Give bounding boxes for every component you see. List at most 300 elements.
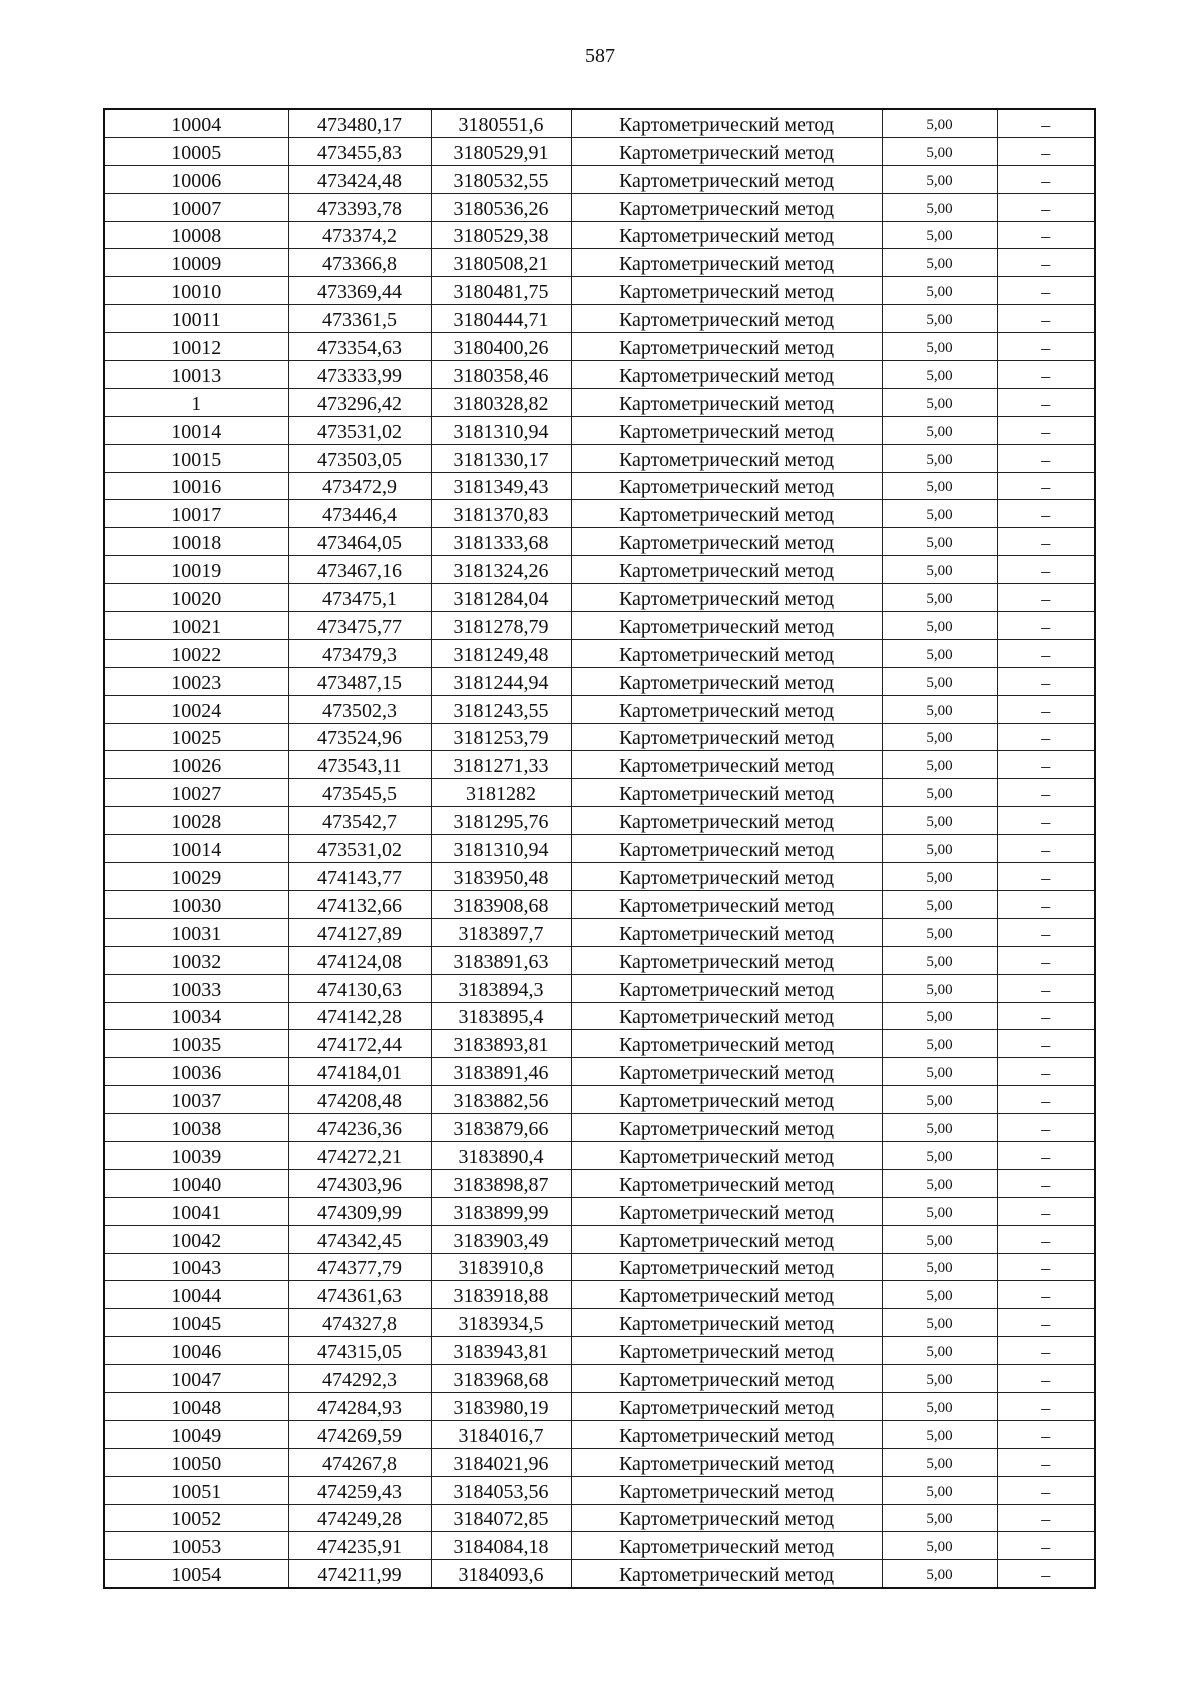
point-number-cell: 10031 [104, 918, 288, 946]
table-row [104, 249, 1095, 277]
dash-cell: – [997, 807, 1095, 835]
y-coordinate-cell: 3181253,79 [431, 723, 571, 751]
method-cell: Картометрический метод [571, 137, 882, 165]
y-coordinate-cell: 3180328,82 [431, 388, 571, 416]
dash-cell: – [997, 835, 1095, 863]
accuracy-cell: 5,00 [882, 1337, 997, 1365]
method-cell: Картометрический метод [571, 556, 882, 584]
accuracy-cell: 5,00 [882, 361, 997, 389]
accuracy-cell: 5,00 [882, 1030, 997, 1058]
y-coordinate-cell: 3181284,04 [431, 584, 571, 612]
dash-cell: – [997, 695, 1095, 723]
accuracy-cell: 5,00 [882, 584, 997, 612]
x-coordinate-cell: 474269,59 [288, 1420, 431, 1448]
point-number-cell: 10019 [104, 556, 288, 584]
y-coordinate-cell: 3181310,94 [431, 835, 571, 863]
x-coordinate-cell: 474303,96 [288, 1169, 431, 1197]
accuracy-cell: 5,00 [882, 612, 997, 640]
point-number-cell: 10045 [104, 1309, 288, 1337]
x-coordinate-cell: 474267,8 [288, 1448, 431, 1476]
table-row [104, 1086, 1095, 1114]
accuracy-cell: 5,00 [882, 277, 997, 305]
y-coordinate-cell: 3183894,3 [431, 974, 571, 1002]
point-number-cell: 10008 [104, 221, 288, 249]
x-coordinate-cell: 474377,79 [288, 1253, 431, 1281]
point-number-cell: 10036 [104, 1058, 288, 1086]
point-number-cell: 10032 [104, 946, 288, 974]
x-coordinate-cell: 474208,48 [288, 1086, 431, 1114]
dash-cell: – [997, 277, 1095, 305]
point-number-cell: 10030 [104, 890, 288, 918]
y-coordinate-cell: 3181349,43 [431, 472, 571, 500]
dash-cell: – [997, 444, 1095, 472]
accuracy-cell: 5,00 [882, 249, 997, 277]
y-coordinate-cell: 3183918,88 [431, 1281, 571, 1309]
method-cell: Картометрический метод [571, 863, 882, 891]
method-cell: Картометрический метод [571, 221, 882, 249]
point-number-cell: 10020 [104, 584, 288, 612]
point-number-cell: 10044 [104, 1281, 288, 1309]
accuracy-cell: 5,00 [882, 639, 997, 667]
x-coordinate-cell: 474292,3 [288, 1365, 431, 1393]
accuracy-cell: 5,00 [882, 1532, 997, 1560]
point-number-cell: 10051 [104, 1476, 288, 1504]
point-number-cell: 10022 [104, 639, 288, 667]
x-coordinate-cell: 474127,89 [288, 918, 431, 946]
table-row [104, 835, 1095, 863]
accuracy-cell: 5,00 [882, 556, 997, 584]
dash-cell: – [997, 1420, 1095, 1448]
x-coordinate-cell: 474142,28 [288, 1002, 431, 1030]
table-row [104, 1030, 1095, 1058]
method-cell: Картометрический метод [571, 193, 882, 221]
y-coordinate-cell: 3180508,21 [431, 249, 571, 277]
method-cell: Картометрический метод [571, 500, 882, 528]
point-number-cell: 10018 [104, 528, 288, 556]
y-coordinate-cell: 3183943,81 [431, 1337, 571, 1365]
point-number-cell: 10005 [104, 137, 288, 165]
accuracy-cell: 5,00 [882, 1114, 997, 1142]
x-coordinate-cell: 474172,44 [288, 1030, 431, 1058]
table-row [104, 1225, 1095, 1253]
table-row [104, 277, 1095, 305]
table-row [104, 1002, 1095, 1030]
table-row [104, 863, 1095, 891]
point-number-cell: 10028 [104, 807, 288, 835]
point-number-cell: 10050 [104, 1448, 288, 1476]
y-coordinate-cell: 3183890,4 [431, 1141, 571, 1169]
accuracy-cell: 5,00 [882, 1141, 997, 1169]
dash-cell: – [997, 974, 1095, 1002]
table-row [104, 444, 1095, 472]
y-coordinate-cell: 3180536,26 [431, 193, 571, 221]
table-row [104, 1281, 1095, 1309]
table-row [104, 416, 1095, 444]
dash-cell: – [997, 500, 1095, 528]
table-row [104, 193, 1095, 221]
table-row [104, 472, 1095, 500]
point-number-cell: 10006 [104, 165, 288, 193]
method-cell: Картометрический метод [571, 667, 882, 695]
table-row [104, 333, 1095, 361]
coordinates-table-body [104, 109, 1095, 1588]
x-coordinate-cell: 473479,3 [288, 639, 431, 667]
method-cell: Картометрический метод [571, 333, 882, 361]
dash-cell: – [997, 137, 1095, 165]
dash-cell: – [997, 1141, 1095, 1169]
accuracy-cell: 5,00 [882, 416, 997, 444]
dash-cell: – [997, 1476, 1095, 1504]
method-cell: Картометрический метод [571, 1030, 882, 1058]
point-number-cell: 10053 [104, 1532, 288, 1560]
accuracy-cell: 5,00 [882, 1560, 997, 1588]
method-cell: Картометрический метод [571, 751, 882, 779]
method-cell: Картометрический метод [571, 723, 882, 751]
y-coordinate-cell: 3180529,91 [431, 137, 571, 165]
y-coordinate-cell: 3184053,56 [431, 1476, 571, 1504]
accuracy-cell: 5,00 [882, 1420, 997, 1448]
dash-cell: – [997, 249, 1095, 277]
y-coordinate-cell: 3181271,33 [431, 751, 571, 779]
x-coordinate-cell: 474124,08 [288, 946, 431, 974]
x-coordinate-cell: 473503,05 [288, 444, 431, 472]
dash-cell: – [997, 1309, 1095, 1337]
accuracy-cell: 5,00 [882, 305, 997, 333]
dash-cell: – [997, 1532, 1095, 1560]
point-number-cell: 10021 [104, 612, 288, 640]
table-row [104, 221, 1095, 249]
y-coordinate-cell: 3184021,96 [431, 1448, 571, 1476]
table-row [104, 1420, 1095, 1448]
accuracy-cell: 5,00 [882, 472, 997, 500]
accuracy-cell: 5,00 [882, 500, 997, 528]
point-number-cell: 10007 [104, 193, 288, 221]
accuracy-cell: 5,00 [882, 221, 997, 249]
x-coordinate-cell: 473472,9 [288, 472, 431, 500]
accuracy-cell: 5,00 [882, 723, 997, 751]
accuracy-cell: 5,00 [882, 863, 997, 891]
method-cell: Картометрический метод [571, 974, 882, 1002]
accuracy-cell: 5,00 [882, 779, 997, 807]
method-cell: Картометрический метод [571, 1114, 882, 1142]
dash-cell: – [997, 305, 1095, 333]
y-coordinate-cell: 3181310,94 [431, 416, 571, 444]
table-row [104, 137, 1095, 165]
dash-cell: – [997, 946, 1095, 974]
point-number-cell: 10014 [104, 416, 288, 444]
x-coordinate-cell: 474249,28 [288, 1504, 431, 1532]
x-coordinate-cell: 473296,42 [288, 388, 431, 416]
table-row [104, 584, 1095, 612]
table-row [104, 1337, 1095, 1365]
dash-cell: – [997, 1392, 1095, 1420]
x-coordinate-cell: 474130,63 [288, 974, 431, 1002]
dash-cell: – [997, 556, 1095, 584]
y-coordinate-cell: 3183895,4 [431, 1002, 571, 1030]
y-coordinate-cell: 3183891,46 [431, 1058, 571, 1086]
table-row [104, 388, 1095, 416]
method-cell: Картометрический метод [571, 1365, 882, 1393]
dash-cell: – [997, 221, 1095, 249]
accuracy-cell: 5,00 [882, 918, 997, 946]
dash-cell: – [997, 667, 1095, 695]
y-coordinate-cell: 3183968,68 [431, 1365, 571, 1393]
point-number-cell: 10027 [104, 779, 288, 807]
table-row [104, 1448, 1095, 1476]
dash-cell: – [997, 918, 1095, 946]
dash-cell: – [997, 1504, 1095, 1532]
method-cell: Картометрический метод [571, 388, 882, 416]
table-row [104, 305, 1095, 333]
y-coordinate-cell: 3183891,63 [431, 946, 571, 974]
x-coordinate-cell: 473455,83 [288, 137, 431, 165]
x-coordinate-cell: 473369,44 [288, 277, 431, 305]
y-coordinate-cell: 3184016,7 [431, 1420, 571, 1448]
x-coordinate-cell: 473393,78 [288, 193, 431, 221]
method-cell: Картометрический метод [571, 1253, 882, 1281]
y-coordinate-cell: 3181370,83 [431, 500, 571, 528]
table-row [104, 528, 1095, 556]
table-row [104, 1197, 1095, 1225]
y-coordinate-cell: 3183950,48 [431, 863, 571, 891]
method-cell: Картометрический метод [571, 918, 882, 946]
point-number-cell: 10052 [104, 1504, 288, 1532]
accuracy-cell: 5,00 [882, 1253, 997, 1281]
table-row [104, 695, 1095, 723]
table-row [104, 639, 1095, 667]
accuracy-cell: 5,00 [882, 528, 997, 556]
table-row [104, 361, 1095, 389]
point-number-cell: 10010 [104, 277, 288, 305]
dash-cell: – [997, 1448, 1095, 1476]
method-cell: Картометрический метод [571, 109, 882, 137]
coordinates-table [103, 108, 1096, 1589]
method-cell: Картометрический метод [571, 946, 882, 974]
accuracy-cell: 5,00 [882, 137, 997, 165]
accuracy-cell: 5,00 [882, 1058, 997, 1086]
accuracy-cell: 5,00 [882, 695, 997, 723]
method-cell: Картометрический метод [571, 584, 882, 612]
dash-cell: – [997, 639, 1095, 667]
accuracy-cell: 5,00 [882, 974, 997, 1002]
dash-cell: – [997, 1281, 1095, 1309]
accuracy-cell: 5,00 [882, 1504, 997, 1532]
y-coordinate-cell: 3181282 [431, 779, 571, 807]
point-number-cell: 10009 [104, 249, 288, 277]
table-row [104, 165, 1095, 193]
method-cell: Картометрический метод [571, 1058, 882, 1086]
x-coordinate-cell: 473475,1 [288, 584, 431, 612]
table-row [104, 667, 1095, 695]
accuracy-cell: 5,00 [882, 1169, 997, 1197]
method-cell: Картометрический метод [571, 361, 882, 389]
dash-cell: – [997, 1086, 1095, 1114]
y-coordinate-cell: 3183893,81 [431, 1030, 571, 1058]
dash-cell: – [997, 751, 1095, 779]
method-cell: Картометрический метод [571, 444, 882, 472]
dash-cell: – [997, 1560, 1095, 1588]
dash-cell: – [997, 863, 1095, 891]
x-coordinate-cell: 474211,99 [288, 1560, 431, 1588]
accuracy-cell: 5,00 [882, 1002, 997, 1030]
method-cell: Картометрический метод [571, 779, 882, 807]
point-number-cell: 10047 [104, 1365, 288, 1393]
point-number-cell: 10054 [104, 1560, 288, 1588]
x-coordinate-cell: 473475,77 [288, 612, 431, 640]
table-row [104, 1504, 1095, 1532]
table-row [104, 779, 1095, 807]
method-cell: Картометрический метод [571, 835, 882, 863]
x-coordinate-cell: 473531,02 [288, 835, 431, 863]
dash-cell: – [997, 416, 1095, 444]
method-cell: Картометрический метод [571, 1002, 882, 1030]
y-coordinate-cell: 3184084,18 [431, 1532, 571, 1560]
table-row [104, 1560, 1095, 1588]
method-cell: Картометрический метод [571, 165, 882, 193]
table-row [104, 918, 1095, 946]
x-coordinate-cell: 474235,91 [288, 1532, 431, 1560]
accuracy-cell: 5,00 [882, 946, 997, 974]
method-cell: Картометрический метод [571, 807, 882, 835]
point-number-cell: 10035 [104, 1030, 288, 1058]
accuracy-cell: 5,00 [882, 1086, 997, 1114]
dash-cell: – [997, 1169, 1095, 1197]
accuracy-cell: 5,00 [882, 333, 997, 361]
x-coordinate-cell: 473464,05 [288, 528, 431, 556]
y-coordinate-cell: 3181243,55 [431, 695, 571, 723]
y-coordinate-cell: 3183897,7 [431, 918, 571, 946]
x-coordinate-cell: 474143,77 [288, 863, 431, 891]
point-number-cell: 10012 [104, 333, 288, 361]
dash-cell: – [997, 1058, 1095, 1086]
y-coordinate-cell: 3183934,5 [431, 1309, 571, 1337]
method-cell: Картометрический метод [571, 890, 882, 918]
x-coordinate-cell: 473446,4 [288, 500, 431, 528]
dash-cell: – [997, 1030, 1095, 1058]
point-number-cell: 10017 [104, 500, 288, 528]
accuracy-cell: 5,00 [882, 1476, 997, 1504]
point-number-cell: 10016 [104, 472, 288, 500]
dash-cell: – [997, 1365, 1095, 1393]
y-coordinate-cell: 3180358,46 [431, 361, 571, 389]
point-number-cell: 10015 [104, 444, 288, 472]
accuracy-cell: 5,00 [882, 444, 997, 472]
method-cell: Картометрический метод [571, 1086, 882, 1114]
y-coordinate-cell: 3183879,66 [431, 1114, 571, 1142]
x-coordinate-cell: 473424,48 [288, 165, 431, 193]
table-row [104, 1532, 1095, 1560]
point-number-cell: 10033 [104, 974, 288, 1002]
x-coordinate-cell: 473354,63 [288, 333, 431, 361]
x-coordinate-cell: 473374,2 [288, 221, 431, 249]
table-row [104, 723, 1095, 751]
table-row [104, 1253, 1095, 1281]
dash-cell: – [997, 1337, 1095, 1365]
point-number-cell: 10023 [104, 667, 288, 695]
x-coordinate-cell: 474315,05 [288, 1337, 431, 1365]
table-row [104, 1114, 1095, 1142]
point-number-cell: 10011 [104, 305, 288, 333]
method-cell: Картометрический метод [571, 1337, 882, 1365]
accuracy-cell: 5,00 [882, 165, 997, 193]
dash-cell: – [997, 109, 1095, 137]
y-coordinate-cell: 3183882,56 [431, 1086, 571, 1114]
point-number-cell: 10024 [104, 695, 288, 723]
table-row [104, 1392, 1095, 1420]
x-coordinate-cell: 474309,99 [288, 1197, 431, 1225]
method-cell: Картометрический метод [571, 416, 882, 444]
y-coordinate-cell: 3184093,6 [431, 1560, 571, 1588]
table-row [104, 500, 1095, 528]
x-coordinate-cell: 474259,43 [288, 1476, 431, 1504]
accuracy-cell: 5,00 [882, 1225, 997, 1253]
point-number-cell: 10043 [104, 1253, 288, 1281]
table-row [104, 1309, 1095, 1337]
method-cell: Картометрический метод [571, 528, 882, 556]
point-number-cell: 10029 [104, 863, 288, 891]
method-cell: Картометрический метод [571, 277, 882, 305]
x-coordinate-cell: 473531,02 [288, 416, 431, 444]
accuracy-cell: 5,00 [882, 1281, 997, 1309]
point-number-cell: 10038 [104, 1114, 288, 1142]
point-number-cell: 10014 [104, 835, 288, 863]
accuracy-cell: 5,00 [882, 1197, 997, 1225]
method-cell: Картометрический метод [571, 305, 882, 333]
method-cell: Картометрический метод [571, 1309, 882, 1337]
method-cell: Картометрический метод [571, 1476, 882, 1504]
method-cell: Картометрический метод [571, 1169, 882, 1197]
x-coordinate-cell: 474361,63 [288, 1281, 431, 1309]
point-number-cell: 10004 [104, 109, 288, 137]
table-row [104, 974, 1095, 1002]
x-coordinate-cell: 473467,16 [288, 556, 431, 584]
dash-cell: – [997, 1114, 1095, 1142]
accuracy-cell: 5,00 [882, 1392, 997, 1420]
accuracy-cell: 5,00 [882, 1309, 997, 1337]
method-cell: Картометрический метод [571, 1532, 882, 1560]
table-row [104, 751, 1095, 779]
y-coordinate-cell: 3181330,17 [431, 444, 571, 472]
table-row [104, 109, 1095, 137]
y-coordinate-cell: 3181244,94 [431, 667, 571, 695]
method-cell: Картометрический метод [571, 1504, 882, 1532]
accuracy-cell: 5,00 [882, 667, 997, 695]
point-number-cell: 10049 [104, 1420, 288, 1448]
table-row [104, 1169, 1095, 1197]
y-coordinate-cell: 3183899,99 [431, 1197, 571, 1225]
x-coordinate-cell: 473543,11 [288, 751, 431, 779]
accuracy-cell: 5,00 [882, 751, 997, 779]
point-number-cell: 1 [104, 388, 288, 416]
method-cell: Картометрический метод [571, 1197, 882, 1225]
method-cell: Картометрический метод [571, 1420, 882, 1448]
y-coordinate-cell: 3183908,68 [431, 890, 571, 918]
point-number-cell: 10026 [104, 751, 288, 779]
y-coordinate-cell: 3180529,38 [431, 221, 571, 249]
method-cell: Картометрический метод [571, 1141, 882, 1169]
y-coordinate-cell: 3181324,26 [431, 556, 571, 584]
method-cell: Картометрический метод [571, 1281, 882, 1309]
table-row [104, 890, 1095, 918]
y-coordinate-cell: 3181295,76 [431, 807, 571, 835]
dash-cell: – [997, 528, 1095, 556]
point-number-cell: 10039 [104, 1141, 288, 1169]
method-cell: Картометрический метод [571, 1448, 882, 1476]
x-coordinate-cell: 474184,01 [288, 1058, 431, 1086]
method-cell: Картометрический метод [571, 612, 882, 640]
method-cell: Картометрический метод [571, 249, 882, 277]
dash-cell: – [997, 333, 1095, 361]
